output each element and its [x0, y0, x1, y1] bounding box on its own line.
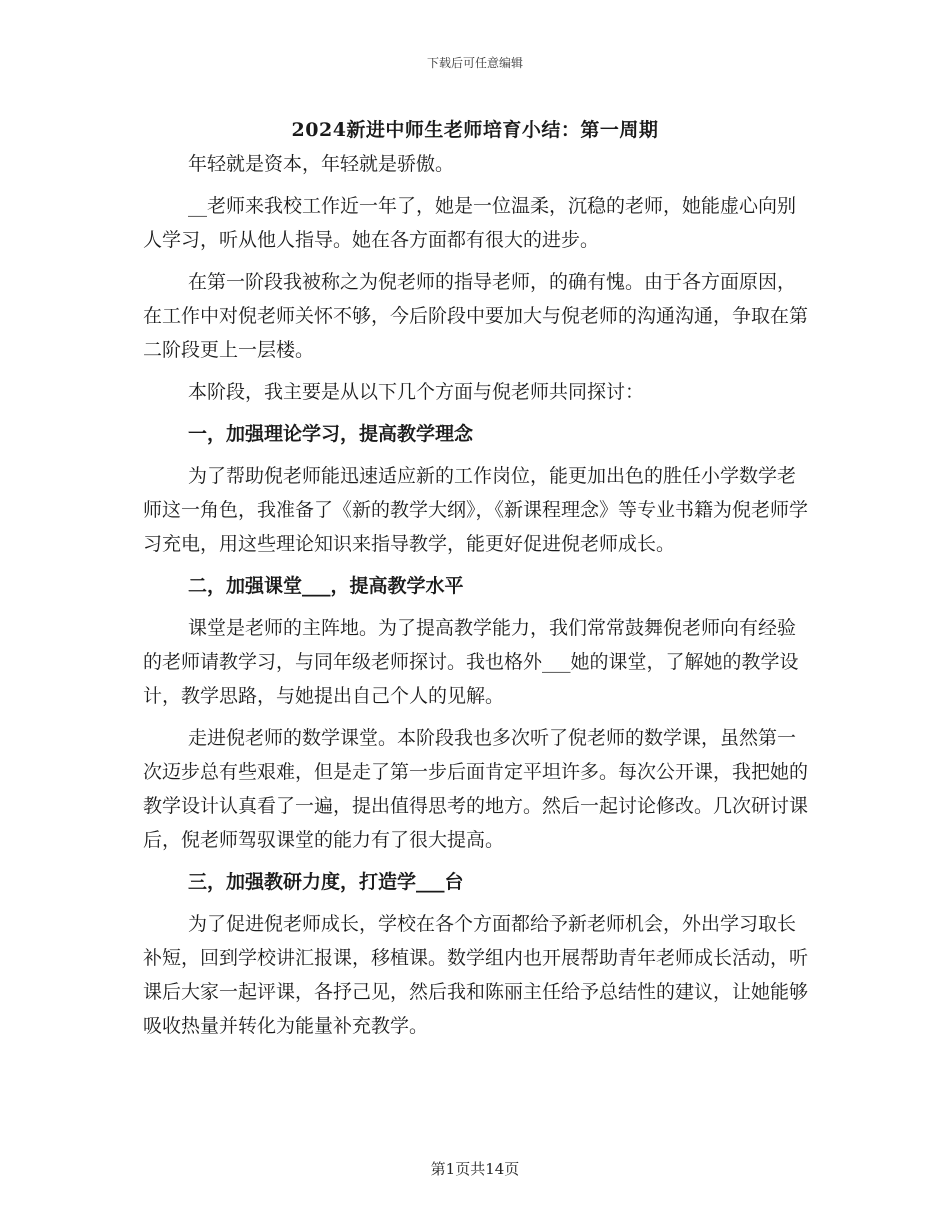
paragraph-2: __老师来我校工作近一年了，她是一位温柔，沉稳的老师，她能虚心向别人学习，听从他人指导。她在各方面都有很大的进步。: [143, 195, 797, 251]
document-body: [143, 147, 813, 1043]
paragraph-7: 走进倪老师的数学课堂。本阶段我也多次听了倪老师的数学课，虽然第一次迈步总有些艰难，但是走了第一步后面肯定平坦许多。每次公开课，我把她的教学设计认真看了一遍，提出值得思考的地方。然后一起讨论修改。几次研讨课后，倪老师驾驭课堂的能力有了很大提高。: [143, 727, 809, 851]
paragraph-5: 为了帮助倪老师能迅速适应新的工作岗位，能更加出色的胜任小学数学老师这一角色，我准备了《新的教学大纲》，《新课程理念》等专业书籍为倪老师学习充电，用这些理论知识来指导教学，能更好促进倪老师成长。: [143, 465, 809, 555]
paragraph-4: 本阶段，我主要是从以下几个方面与倪老师共同探讨：: [188, 381, 645, 403]
header-note: 下载后可任意编辑: [426, 56, 523, 70]
paragraph-6: 课堂是老师的主阵地。为了提高教学能力，我们常常鼓舞倪老师向有经验的老师请教学习，与同年级老师探讨。我也格外___她的课堂，了解她的教学设计，教学思路，与她提出自己个人的见解。: [143, 617, 799, 707]
paragraph-1: 年轻就是资本，年轻就是骄傲。: [188, 153, 455, 175]
paragraph-8: 为了促进倪老师成长，学校在各个方面都给予新老师机会，外出学习取长补短，回到学校讲汇报课，移植课。数学组内也开展帮助青年老师成长活动，听课后大家一起评课，各抒己见，然后我和陈丽主任给予总结性的建议，让她能够吸收热量并转化为能量补充教学。: [143, 913, 809, 1037]
section-heading-2: 二，加强课堂___，提高教学水平: [188, 575, 464, 597]
page-footer: 第1页共14页: [430, 1160, 520, 1178]
section-heading-1: 一，加强理论学习，提高教学理念: [188, 423, 474, 445]
paragraph-3: 在第一阶段我被称之为倪老师的指导老师，的确有愧。由于各方面原因，在工作中对倪老师关怀不够，今后阶段中要加大与倪老师的沟通沟通，争取在第二阶段更上一层楼。: [143, 271, 809, 361]
section-heading-3: 三，加强教研力度，打造学___台: [188, 871, 464, 893]
document-title: 2024新进中师生老师培育小结：第一周期: [291, 119, 659, 141]
